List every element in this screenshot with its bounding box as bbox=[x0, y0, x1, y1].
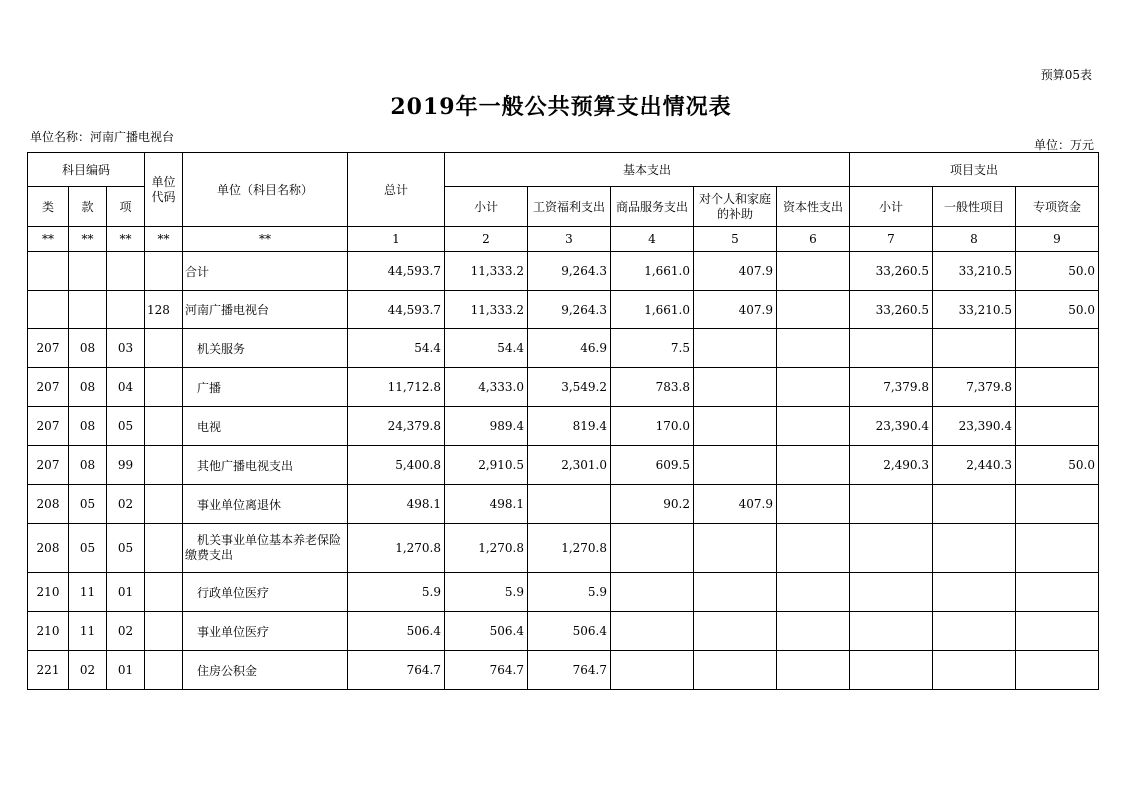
table-row bbox=[28, 573, 1099, 612]
cell-salary: 9,264.3 bbox=[528, 291, 611, 329]
header-personal-subsidy: 对个人和家庭的补助 bbox=[694, 187, 777, 227]
cell-name: 广播 bbox=[183, 368, 348, 407]
cell-personal-subsidy bbox=[694, 612, 777, 651]
cell-goods-services: 7.5 bbox=[611, 329, 694, 368]
cell-special-fund bbox=[1016, 524, 1099, 573]
cell-xiang: 03 bbox=[107, 329, 145, 368]
index-cell: 2 bbox=[445, 227, 528, 252]
cell-unit-code bbox=[145, 651, 183, 690]
table-row bbox=[28, 651, 1099, 690]
cell-special-fund bbox=[1016, 368, 1099, 407]
cell-general-project bbox=[933, 612, 1016, 651]
cell-capital bbox=[777, 407, 850, 446]
cell-kuan: 05 bbox=[69, 485, 107, 524]
cell-lei: 208 bbox=[28, 485, 69, 524]
header-total: 总计 bbox=[348, 153, 445, 227]
cell-goods-services: 609.5 bbox=[611, 446, 694, 485]
cell-goods-services: 1,661.0 bbox=[611, 291, 694, 329]
cell-special-fund: 50.0 bbox=[1016, 291, 1099, 329]
cell-capital bbox=[777, 651, 850, 690]
header-basic-subtotal: 小计 bbox=[445, 187, 528, 227]
index-cell: 1 bbox=[348, 227, 445, 252]
cell-basic-subtotal: 989.4 bbox=[445, 407, 528, 446]
index-cell: ** bbox=[107, 227, 145, 252]
cell-capital bbox=[777, 329, 850, 368]
cell-xiang: 02 bbox=[107, 485, 145, 524]
cell-personal-subsidy bbox=[694, 407, 777, 446]
cell-special-fund bbox=[1016, 329, 1099, 368]
cell-xiang: 01 bbox=[107, 651, 145, 690]
cell-special-fund bbox=[1016, 485, 1099, 524]
table-row bbox=[28, 612, 1099, 651]
cell-xiang: 05 bbox=[107, 524, 145, 573]
cell-general-project bbox=[933, 651, 1016, 690]
header-kuan: 款 bbox=[69, 187, 107, 227]
cell-project-subtotal: 7,379.8 bbox=[850, 368, 933, 407]
cell-name: 住房公积金 bbox=[183, 651, 348, 690]
cell-lei: 207 bbox=[28, 368, 69, 407]
cell-goods-services bbox=[611, 573, 694, 612]
cell-unit-code: 128 bbox=[145, 291, 183, 329]
cell-salary: 506.4 bbox=[528, 612, 611, 651]
cell-total: 5,400.8 bbox=[348, 446, 445, 485]
cell-kuan bbox=[69, 252, 107, 291]
cell-salary: 1,270.8 bbox=[528, 524, 611, 573]
cell-special-fund: 50.0 bbox=[1016, 252, 1099, 291]
cell-lei: 208 bbox=[28, 524, 69, 573]
cell-xiang: 02 bbox=[107, 612, 145, 651]
cell-special-fund: 50.0 bbox=[1016, 446, 1099, 485]
cell-unit-code bbox=[145, 524, 183, 573]
index-cell: 9 bbox=[1016, 227, 1099, 252]
cell-lei: 221 bbox=[28, 651, 69, 690]
cell-kuan: 02 bbox=[69, 651, 107, 690]
cell-lei: 210 bbox=[28, 612, 69, 651]
cell-name: 机关服务 bbox=[183, 329, 348, 368]
cell-kuan: 05 bbox=[69, 524, 107, 573]
table-row bbox=[28, 446, 1099, 485]
cell-xiang bbox=[107, 252, 145, 291]
cell-unit-code bbox=[145, 573, 183, 612]
cell-name: 事业单位医疗 bbox=[183, 612, 348, 651]
cell-unit-code bbox=[145, 612, 183, 651]
cell-project-subtotal bbox=[850, 524, 933, 573]
cell-goods-services: 783.8 bbox=[611, 368, 694, 407]
cell-unit-code bbox=[145, 252, 183, 291]
cell-special-fund bbox=[1016, 651, 1099, 690]
cell-personal-subsidy: 407.9 bbox=[694, 485, 777, 524]
cell-salary: 3,549.2 bbox=[528, 368, 611, 407]
cell-general-project: 2,440.3 bbox=[933, 446, 1016, 485]
cell-capital bbox=[777, 446, 850, 485]
cell-kuan: 11 bbox=[69, 612, 107, 651]
header-basic-expenditure: 基本支出 bbox=[445, 153, 850, 187]
cell-lei bbox=[28, 252, 69, 291]
cell-name: 行政单位医疗 bbox=[183, 573, 348, 612]
cell-name: 合计 bbox=[183, 252, 348, 291]
cell-salary bbox=[528, 485, 611, 524]
cell-capital bbox=[777, 524, 850, 573]
cell-special-fund bbox=[1016, 573, 1099, 612]
header-goods-services: 商品服务支出 bbox=[611, 187, 694, 227]
header-salary: 工资福利支出 bbox=[528, 187, 611, 227]
cell-kuan: 08 bbox=[69, 446, 107, 485]
cell-salary: 46.9 bbox=[528, 329, 611, 368]
cell-total: 44,593.7 bbox=[348, 291, 445, 329]
cell-xiang: 99 bbox=[107, 446, 145, 485]
cell-unit-code bbox=[145, 329, 183, 368]
cell-kuan: 08 bbox=[69, 407, 107, 446]
cell-capital bbox=[777, 368, 850, 407]
table-row bbox=[28, 407, 1099, 446]
cell-general-project bbox=[933, 573, 1016, 612]
index-cell: 6 bbox=[777, 227, 850, 252]
cell-total: 498.1 bbox=[348, 485, 445, 524]
header-project-subtotal: 小计 bbox=[850, 187, 933, 227]
header-special-fund: 专项资金 bbox=[1016, 187, 1099, 227]
unit-label: 单位：万元 bbox=[1033, 138, 1094, 152]
cell-basic-subtotal: 1,270.8 bbox=[445, 524, 528, 573]
cell-personal-subsidy bbox=[694, 368, 777, 407]
header-capital: 资本性支出 bbox=[777, 187, 850, 227]
cell-lei: 210 bbox=[28, 573, 69, 612]
cell-personal-subsidy bbox=[694, 446, 777, 485]
cell-goods-services: 1,661.0 bbox=[611, 252, 694, 291]
cell-general-project bbox=[933, 485, 1016, 524]
cell-project-subtotal: 33,260.5 bbox=[850, 291, 933, 329]
cell-name: 河南广播电视台 bbox=[183, 291, 348, 329]
cell-xiang: 04 bbox=[107, 368, 145, 407]
cell-unit-code bbox=[145, 446, 183, 485]
cell-basic-subtotal: 4,333.0 bbox=[445, 368, 528, 407]
cell-general-project bbox=[933, 329, 1016, 368]
index-cell: ** bbox=[69, 227, 107, 252]
header-unit-subject: 单位（科目名称） bbox=[183, 153, 348, 227]
cell-salary: 2,301.0 bbox=[528, 446, 611, 485]
cell-project-subtotal bbox=[850, 329, 933, 368]
cell-name: 其他广播电视支出 bbox=[183, 446, 348, 485]
table-row bbox=[28, 291, 1099, 329]
cell-basic-subtotal: 54.4 bbox=[445, 329, 528, 368]
cell-xiang bbox=[107, 291, 145, 329]
cell-general-project: 7,379.8 bbox=[933, 368, 1016, 407]
cell-total: 5.9 bbox=[348, 573, 445, 612]
cell-personal-subsidy bbox=[694, 651, 777, 690]
cell-capital bbox=[777, 612, 850, 651]
unit-name-label: 单位名称：河南广播电视台 bbox=[30, 130, 175, 144]
cell-project-subtotal bbox=[850, 651, 933, 690]
cell-unit-code bbox=[145, 407, 183, 446]
cell-unit-code bbox=[145, 368, 183, 407]
cell-capital bbox=[777, 291, 850, 329]
cell-project-subtotal bbox=[850, 485, 933, 524]
cell-unit-code bbox=[145, 485, 183, 524]
cell-capital bbox=[777, 252, 850, 291]
table-number: 预算05表 bbox=[1040, 68, 1092, 82]
cell-special-fund bbox=[1016, 407, 1099, 446]
cell-project-subtotal bbox=[850, 573, 933, 612]
header-xiang: 项 bbox=[107, 187, 145, 227]
cell-project-subtotal bbox=[850, 612, 933, 651]
cell-basic-subtotal: 498.1 bbox=[445, 485, 528, 524]
cell-project-subtotal: 33,260.5 bbox=[850, 252, 933, 291]
cell-project-subtotal: 2,490.3 bbox=[850, 446, 933, 485]
cell-lei: 207 bbox=[28, 446, 69, 485]
cell-capital bbox=[777, 573, 850, 612]
cell-general-project: 23,390.4 bbox=[933, 407, 1016, 446]
cell-name: 电视 bbox=[183, 407, 348, 446]
index-cell: ** bbox=[145, 227, 183, 252]
cell-total: 1,270.8 bbox=[348, 524, 445, 573]
cell-salary: 5.9 bbox=[528, 573, 611, 612]
index-cell: ** bbox=[28, 227, 69, 252]
cell-total: 24,379.8 bbox=[348, 407, 445, 446]
cell-total: 506.4 bbox=[348, 612, 445, 651]
header-lei: 类 bbox=[28, 187, 69, 227]
cell-goods-services bbox=[611, 612, 694, 651]
cell-lei: 207 bbox=[28, 407, 69, 446]
cell-goods-services bbox=[611, 651, 694, 690]
header-subject-code: 科目编码 bbox=[28, 153, 145, 187]
index-cell: ** bbox=[183, 227, 348, 252]
cell-goods-services: 90.2 bbox=[611, 485, 694, 524]
cell-kuan: 11 bbox=[69, 573, 107, 612]
cell-xiang: 01 bbox=[107, 573, 145, 612]
table-row bbox=[28, 524, 1099, 573]
cell-salary: 819.4 bbox=[528, 407, 611, 446]
cell-basic-subtotal: 2,910.5 bbox=[445, 446, 528, 485]
cell-general-project: 33,210.5 bbox=[933, 252, 1016, 291]
cell-basic-subtotal: 11,333.2 bbox=[445, 291, 528, 329]
index-row bbox=[28, 227, 1099, 252]
cell-goods-services bbox=[611, 524, 694, 573]
cell-personal-subsidy bbox=[694, 524, 777, 573]
table-row bbox=[28, 329, 1099, 368]
index-cell: 8 bbox=[933, 227, 1016, 252]
cell-special-fund bbox=[1016, 612, 1099, 651]
cell-lei: 207 bbox=[28, 329, 69, 368]
cell-basic-subtotal: 11,333.2 bbox=[445, 252, 528, 291]
cell-name: 机关事业单位基本养老保险缴费支出 bbox=[183, 524, 348, 573]
cell-kuan: 08 bbox=[69, 329, 107, 368]
budget-expenditure-table bbox=[27, 152, 1099, 690]
cell-lei bbox=[28, 291, 69, 329]
index-cell: 3 bbox=[528, 227, 611, 252]
cell-capital bbox=[777, 485, 850, 524]
table-row bbox=[28, 252, 1099, 291]
cell-name: 事业单位离退休 bbox=[183, 485, 348, 524]
cell-total: 764.7 bbox=[348, 651, 445, 690]
cell-basic-subtotal: 5.9 bbox=[445, 573, 528, 612]
cell-total: 11,712.8 bbox=[348, 368, 445, 407]
page-title: 2019年一般公共预算支出情况表 bbox=[390, 94, 732, 120]
cell-kuan: 08 bbox=[69, 368, 107, 407]
cell-basic-subtotal: 506.4 bbox=[445, 612, 528, 651]
cell-kuan bbox=[69, 291, 107, 329]
table-row bbox=[28, 368, 1099, 407]
cell-total: 54.4 bbox=[348, 329, 445, 368]
cell-general-project: 33,210.5 bbox=[933, 291, 1016, 329]
cell-basic-subtotal: 764.7 bbox=[445, 651, 528, 690]
cell-personal-subsidy: 407.9 bbox=[694, 291, 777, 329]
cell-salary: 9,264.3 bbox=[528, 252, 611, 291]
cell-xiang: 05 bbox=[107, 407, 145, 446]
cell-goods-services: 170.0 bbox=[611, 407, 694, 446]
header-project-expenditure: 项目支出 bbox=[850, 153, 1099, 187]
cell-personal-subsidy bbox=[694, 329, 777, 368]
cell-personal-subsidy: 407.9 bbox=[694, 252, 777, 291]
cell-general-project bbox=[933, 524, 1016, 573]
cell-total: 44,593.7 bbox=[348, 252, 445, 291]
table-row bbox=[28, 485, 1099, 524]
index-cell: 7 bbox=[850, 227, 933, 252]
cell-salary: 764.7 bbox=[528, 651, 611, 690]
cell-project-subtotal: 23,390.4 bbox=[850, 407, 933, 446]
header-unit-code: 单位代码 bbox=[145, 153, 183, 227]
cell-personal-subsidy bbox=[694, 573, 777, 612]
index-cell: 5 bbox=[694, 227, 777, 252]
header-general-project: 一般性项目 bbox=[933, 187, 1016, 227]
index-cell: 4 bbox=[611, 227, 694, 252]
